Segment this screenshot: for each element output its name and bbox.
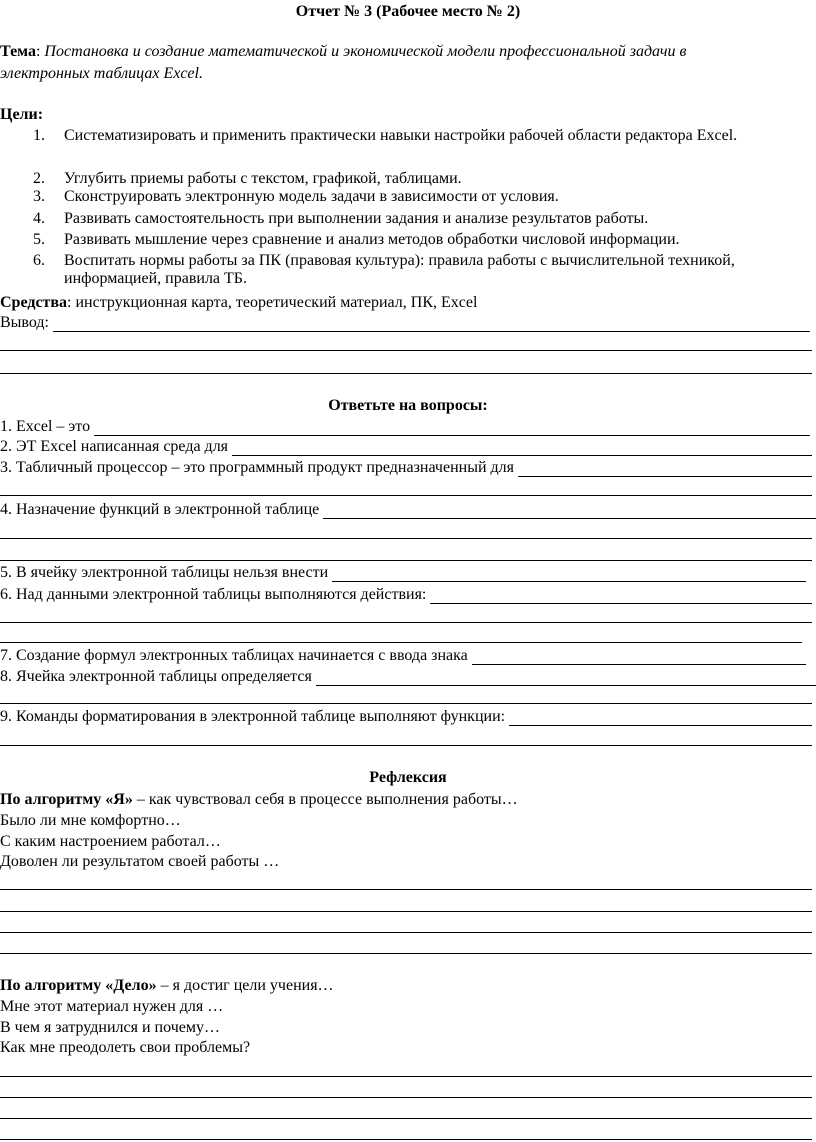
goal-number: 6. — [33, 252, 45, 269]
answer-line[interactable] — [0, 745, 812, 746]
answer-line[interactable] — [94, 421, 810, 436]
answer-line[interactable] — [0, 1097, 812, 1098]
goal-number: 4. — [33, 210, 45, 227]
alg2-text: – я достиг цели учения… — [156, 977, 334, 994]
alg2-line-1: Мне этот материал нужен для … — [0, 998, 224, 1015]
goal-text: Углубить приемы работы с текстом, графикой, таблицами. — [64, 170, 462, 187]
question-text: 9. Команды форматирования в электронной таблице выполняют функции: — [0, 708, 506, 725]
tema-text-1: Постановка и создание математической и экономической модели профессиональной задачи в — [44, 43, 687, 60]
alg2-line — [0, 977, 334, 995]
alg1-line — [0, 791, 518, 809]
answer-line[interactable] — [0, 495, 812, 496]
alg1-text: – как чувствовал себя в процессе выполнения работы… — [132, 791, 518, 808]
vyvod-line[interactable] — [0, 314, 810, 332]
answer-line[interactable] — [472, 650, 806, 665]
answer-line[interactable] — [0, 889, 812, 890]
answer-line[interactable] — [0, 932, 812, 933]
answer-line[interactable] — [0, 953, 812, 954]
tema-text-2: электронных таблицах Excel. — [0, 65, 203, 82]
alg2-line-2: В чем я затруднился и почему… — [0, 1019, 220, 1036]
question-1[interactable] — [0, 418, 810, 436]
question-3[interactable] — [0, 459, 812, 477]
answer-line[interactable] — [430, 589, 812, 604]
tema-label: Тема — [0, 43, 36, 60]
answer-line[interactable] — [0, 703, 812, 704]
answer-line[interactable] — [509, 711, 812, 726]
answer-line[interactable] — [0, 1076, 812, 1077]
alg1-line-1: Было ли мне комфортно… — [0, 812, 181, 829]
page-title: Отчет № 3 (Рабочее место № 2) — [295, 3, 521, 20]
goal-number: 5. — [33, 231, 45, 248]
alg2-line-3: Как мне преодолеть свои проблемы? — [0, 1039, 251, 1056]
answer-line[interactable] — [323, 504, 816, 519]
alg1-line-2: С каким настроением работал… — [0, 833, 221, 850]
question-text: 8. Ячейка электронной таблицы определяется — [0, 668, 312, 685]
question-7[interactable] — [0, 647, 806, 665]
question-8[interactable] — [0, 668, 816, 686]
alg1-label: По алгоритму «Я» — [0, 791, 133, 808]
question-text: 4. Назначение функций в электронной таблице — [0, 501, 320, 518]
answer-line[interactable] — [53, 317, 810, 332]
questions-heading: Ответьте на вопросы: — [328, 397, 488, 414]
answer-line[interactable] — [0, 622, 812, 623]
question-text: 2. ЭТ Excel написанная среда для — [0, 438, 229, 455]
goals-label: Цели: — [0, 106, 44, 123]
question-5[interactable] — [0, 564, 806, 582]
answer-line[interactable] — [0, 350, 812, 351]
answer-line[interactable] — [0, 911, 812, 912]
goal-text: Сконструировать электронную модель задачи в зависимости от условия. — [64, 188, 559, 205]
sredstva-line — [0, 294, 477, 312]
goal-number: 2. — [33, 170, 45, 187]
sredstva-label: Средства — [0, 294, 68, 311]
answer-line[interactable] — [316, 671, 816, 686]
vyvod-label: Вывод: — [0, 314, 49, 331]
alg2-label: По алгоритму «Дело» — [0, 977, 157, 994]
goal-number: 1. — [33, 127, 45, 144]
goal-text: Развивать самостоятельность при выполнении задания и анализе результатов работы. — [64, 210, 649, 227]
goal-number: 3. — [33, 188, 45, 205]
answer-line[interactable] — [518, 462, 812, 477]
question-text: 6. Над данными электронной таблицы выполняются действия: — [0, 586, 427, 603]
answer-line[interactable] — [0, 642, 802, 643]
answer-line[interactable] — [0, 373, 812, 374]
goal-text: Воспитать нормы работы за ПК (правовая культура): правила работы с вычислительной техникой, информацией, правила ТБ. — [64, 252, 735, 287]
answer-line[interactable] — [0, 1139, 812, 1140]
goal-text: Развивать мышление через сравнение и анализ методов обработки числовой информации. — [64, 231, 680, 248]
question-text: 1. Excel – это — [0, 418, 91, 435]
question-6[interactable] — [0, 586, 812, 604]
tema-line-1: Тема: Постановка и создание математической и экономической модели профессиональной задачи в — [0, 43, 687, 60]
answer-line[interactable] — [332, 567, 806, 582]
sredstva-text: : инструкционная карта, теоретический материал, ПК, Excel — [67, 294, 478, 311]
answer-line[interactable] — [0, 538, 812, 539]
goal-text: Систематизировать и применить практически навыки настройки рабочей области редактора Excel. — [64, 127, 738, 144]
answer-line[interactable] — [0, 560, 812, 561]
reflexia-heading: Рефлексия — [369, 769, 447, 786]
answer-line[interactable] — [232, 441, 812, 456]
question-9[interactable] — [0, 708, 812, 726]
question-text: 7. Создание формул электронных таблицах начинается с ввода знака — [0, 647, 468, 664]
question-4[interactable] — [0, 501, 816, 519]
answer-line[interactable] — [0, 1118, 812, 1119]
alg1-line-3: Доволен ли результатом своей работы … — [0, 853, 280, 870]
question-2[interactable] — [0, 438, 812, 456]
question-text: 3. Табличный процессор – это программный продукт предназначенный для — [0, 459, 514, 476]
question-text: 5. В ячейку электронной таблицы нельзя внести — [0, 564, 329, 581]
